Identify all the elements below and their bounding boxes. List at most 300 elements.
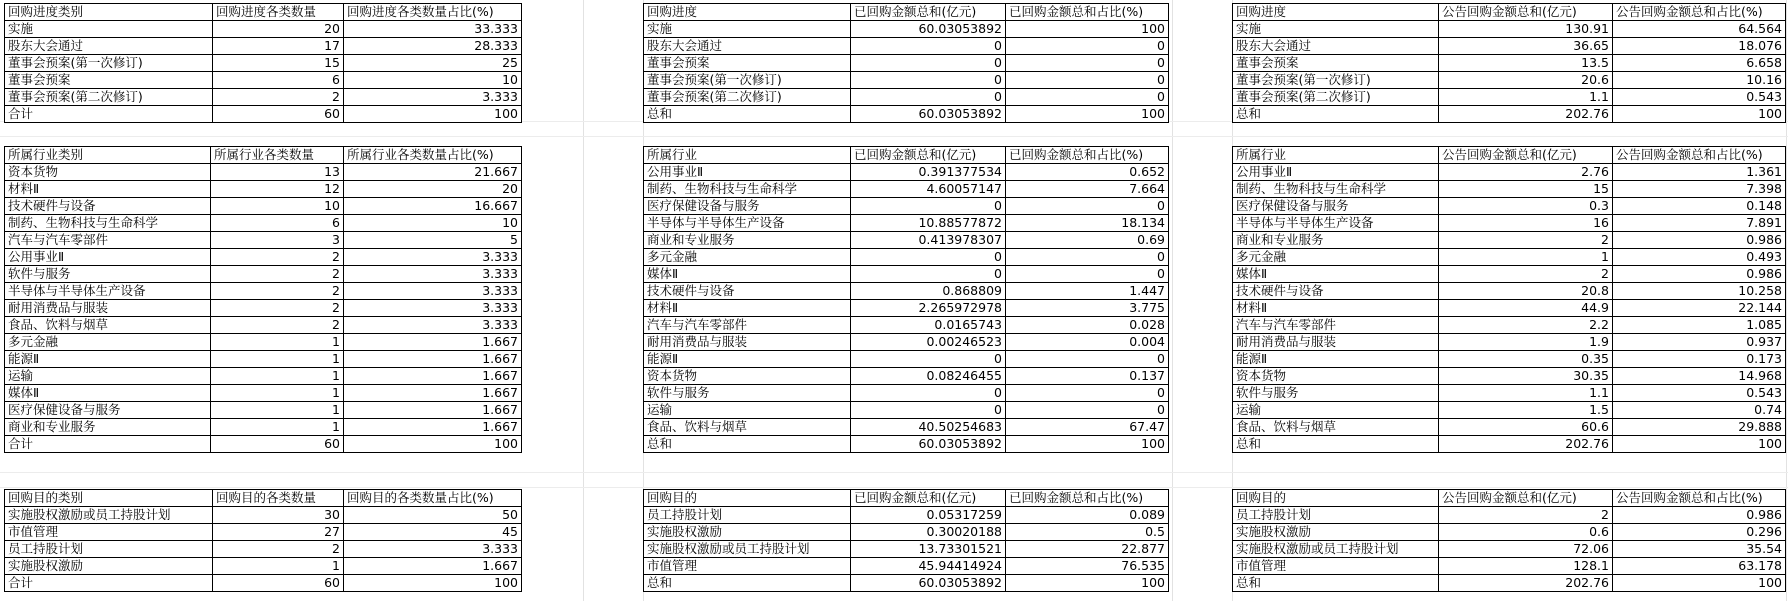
- value-cell[interactable]: 3.333: [344, 317, 522, 334]
- value-cell[interactable]: 4.60057147: [851, 181, 1006, 198]
- value-cell[interactable]: 0.0165743: [851, 317, 1006, 334]
- value-cell[interactable]: 3.333: [344, 300, 522, 317]
- value-cell[interactable]: 0.493: [1613, 249, 1786, 266]
- value-cell[interactable]: 0: [1006, 198, 1169, 215]
- row-label-cell[interactable]: 公用事业Ⅱ: [1233, 164, 1439, 181]
- value-cell[interactable]: 2: [1439, 507, 1613, 524]
- column-header[interactable]: 回购进度各类数量: [213, 4, 344, 21]
- value-cell[interactable]: 5: [344, 232, 522, 249]
- value-cell[interactable]: 0: [851, 198, 1006, 215]
- table-row: [1233, 334, 1786, 351]
- row-label-cell[interactable]: 运输: [644, 402, 851, 419]
- value-cell[interactable]: 2: [211, 317, 344, 334]
- column-header[interactable]: 公告回购金额总和占比(%): [1613, 490, 1786, 507]
- column-header[interactable]: 回购目的各类数量占比(%): [344, 490, 522, 507]
- row-label-cell[interactable]: 实施: [5, 21, 213, 38]
- row-label-cell[interactable]: 商业和专业服务: [644, 232, 851, 249]
- column-header[interactable]: 已回购金额总和(亿元): [851, 147, 1006, 164]
- row-label-cell[interactable]: 股东大会通过: [1233, 38, 1439, 55]
- row-label-cell[interactable]: 医疗保健设备与服务: [5, 402, 211, 419]
- row-label-cell[interactable]: 员工持股计划: [5, 541, 213, 558]
- table-row: [1233, 249, 1786, 266]
- value-cell[interactable]: 2: [213, 89, 344, 106]
- value-cell[interactable]: 100: [1006, 436, 1169, 453]
- row-label-cell[interactable]: 董事会预案: [644, 55, 851, 72]
- table-row: [1233, 436, 1786, 453]
- value-cell[interactable]: 0.00246523: [851, 334, 1006, 351]
- row-label-cell[interactable]: 实施股权激励或员工持股计划: [644, 541, 851, 558]
- value-cell[interactable]: 2: [1439, 232, 1613, 249]
- value-cell[interactable]: 0: [1006, 89, 1169, 106]
- row-label-cell[interactable]: 多元金融: [1233, 249, 1439, 266]
- value-cell[interactable]: 100: [1613, 436, 1786, 453]
- value-cell[interactable]: 60.03053892: [851, 575, 1006, 592]
- row-label-cell[interactable]: 总和: [644, 106, 851, 123]
- value-cell[interactable]: 0.986: [1613, 266, 1786, 283]
- column-header[interactable]: 所属行业各类数量占比(%): [344, 147, 522, 164]
- value-cell[interactable]: 67.47: [1006, 419, 1169, 436]
- value-cell[interactable]: 0.35: [1439, 351, 1613, 368]
- row-label-cell[interactable]: 多元金融: [644, 249, 851, 266]
- column-header[interactable]: 公告回购金额总和(亿元): [1439, 490, 1613, 507]
- column-header[interactable]: 已回购金额总和(亿元): [851, 4, 1006, 21]
- value-cell[interactable]: 10.16: [1613, 72, 1786, 89]
- value-cell[interactable]: 60.6: [1439, 419, 1613, 436]
- value-cell[interactable]: 72.06: [1439, 541, 1613, 558]
- row-label-cell[interactable]: 总和: [644, 436, 851, 453]
- row-label-cell[interactable]: 医疗保健设备与服务: [1233, 198, 1439, 215]
- value-cell[interactable]: 12: [211, 181, 344, 198]
- table-row: [644, 106, 1169, 123]
- row-label-cell[interactable]: 半导体与半导体生产设备: [5, 283, 211, 300]
- value-cell[interactable]: 6: [211, 215, 344, 232]
- value-cell[interactable]: 0.868809: [851, 283, 1006, 300]
- value-cell[interactable]: 0.089: [1006, 507, 1169, 524]
- value-cell[interactable]: 25: [344, 55, 522, 72]
- column-header[interactable]: 所属行业各类数量: [211, 147, 344, 164]
- row-label-cell[interactable]: 汽车与汽车零部件: [5, 232, 211, 249]
- row-label-cell[interactable]: 技术硬件与设备: [5, 198, 211, 215]
- column-header[interactable]: 回购进度类别: [5, 4, 213, 21]
- value-cell[interactable]: 128.1: [1439, 558, 1613, 575]
- row-label-cell[interactable]: 半导体与半导体生产设备: [1233, 215, 1439, 232]
- row-label-cell[interactable]: 实施股权激励: [1233, 524, 1439, 541]
- value-cell[interactable]: 7.891: [1613, 215, 1786, 232]
- row-label-cell[interactable]: 公用事业Ⅱ: [644, 164, 851, 181]
- value-cell[interactable]: 28.333: [344, 38, 522, 55]
- value-cell[interactable]: 2: [1439, 266, 1613, 283]
- column-header[interactable]: 公告回购金额总和(亿元): [1439, 4, 1613, 21]
- row-label-cell[interactable]: 总和: [644, 575, 851, 592]
- table-row: [644, 249, 1169, 266]
- row-label-cell[interactable]: 制药、生物科技与生命科学: [1233, 181, 1439, 198]
- value-cell[interactable]: 1: [211, 419, 344, 436]
- value-cell[interactable]: 0: [851, 72, 1006, 89]
- value-cell[interactable]: 21.667: [344, 164, 522, 181]
- row-label-cell[interactable]: 能源Ⅱ: [1233, 351, 1439, 368]
- value-cell[interactable]: 1.085: [1613, 317, 1786, 334]
- row-label-cell[interactable]: 实施股权激励: [5, 558, 213, 575]
- value-cell[interactable]: 0.028: [1006, 317, 1169, 334]
- row-label-cell[interactable]: 多元金融: [5, 334, 211, 351]
- value-cell[interactable]: 76.535: [1006, 558, 1169, 575]
- value-cell[interactable]: 1.667: [344, 558, 522, 575]
- row-label-cell[interactable]: 媒体Ⅱ: [1233, 266, 1439, 283]
- value-cell[interactable]: 30: [213, 507, 344, 524]
- value-cell[interactable]: 2: [211, 300, 344, 317]
- value-cell[interactable]: 18.076: [1613, 38, 1786, 55]
- value-cell[interactable]: 202.76: [1439, 106, 1613, 123]
- value-cell[interactable]: 60.03053892: [851, 106, 1006, 123]
- table-row: [644, 55, 1169, 72]
- value-cell[interactable]: 15: [213, 55, 344, 72]
- value-cell[interactable]: 0.08246455: [851, 368, 1006, 385]
- value-cell[interactable]: 17: [213, 38, 344, 55]
- row-label-cell[interactable]: 运输: [1233, 402, 1439, 419]
- table-row: [644, 266, 1169, 283]
- value-cell[interactable]: 3.775: [1006, 300, 1169, 317]
- value-cell[interactable]: 13: [211, 164, 344, 181]
- row-label-cell[interactable]: 耐用消费品与服装: [644, 334, 851, 351]
- value-cell[interactable]: 3.333: [344, 249, 522, 266]
- value-cell[interactable]: 0.937: [1613, 334, 1786, 351]
- value-cell[interactable]: 63.178: [1613, 558, 1786, 575]
- table-row: [1233, 575, 1786, 592]
- value-cell[interactable]: 1: [211, 334, 344, 351]
- row-label-cell[interactable]: 股东大会通过: [5, 38, 213, 55]
- value-cell[interactable]: 7.664: [1006, 181, 1169, 198]
- row-label-cell[interactable]: 员工持股计划: [644, 507, 851, 524]
- value-cell[interactable]: 0: [1006, 38, 1169, 55]
- value-cell[interactable]: 1: [211, 402, 344, 419]
- row-label-cell[interactable]: 耐用消费品与服装: [5, 300, 211, 317]
- value-cell[interactable]: 60.03053892: [851, 21, 1006, 38]
- row-label-cell[interactable]: 汽车与汽车零部件: [644, 317, 851, 334]
- row-label-cell[interactable]: 合计: [5, 106, 213, 123]
- value-cell[interactable]: 1: [211, 368, 344, 385]
- value-cell[interactable]: 16: [1439, 215, 1613, 232]
- value-cell[interactable]: 33.333: [344, 21, 522, 38]
- value-cell[interactable]: 0.69: [1006, 232, 1169, 249]
- table-row: [5, 215, 522, 232]
- value-cell[interactable]: 13.5: [1439, 55, 1613, 72]
- value-cell[interactable]: 0: [851, 89, 1006, 106]
- row-label-cell[interactable]: 半导体与半导体生产设备: [644, 215, 851, 232]
- column-header[interactable]: 回购进度各类数量占比(%): [344, 4, 522, 21]
- table-row: [5, 334, 522, 351]
- value-cell[interactable]: 2: [211, 283, 344, 300]
- value-cell[interactable]: 45.94414924: [851, 558, 1006, 575]
- value-cell[interactable]: 100: [344, 575, 522, 592]
- row-label-cell[interactable]: 市值管理: [644, 558, 851, 575]
- value-cell[interactable]: 14.968: [1613, 368, 1786, 385]
- value-cell[interactable]: 1.5: [1439, 402, 1613, 419]
- value-cell[interactable]: 20.8: [1439, 283, 1613, 300]
- value-cell[interactable]: 36.65: [1439, 38, 1613, 55]
- value-cell[interactable]: 1.667: [344, 419, 522, 436]
- value-cell[interactable]: 3.333: [344, 283, 522, 300]
- value-cell[interactable]: 3.333: [344, 266, 522, 283]
- value-cell[interactable]: 6.658: [1613, 55, 1786, 72]
- value-cell[interactable]: 1: [211, 351, 344, 368]
- value-cell[interactable]: 0.986: [1613, 232, 1786, 249]
- row-label-cell[interactable]: 食品、饮料与烟草: [1233, 419, 1439, 436]
- row-label-cell[interactable]: 媒体Ⅱ: [5, 385, 211, 402]
- value-cell[interactable]: 130.91: [1439, 21, 1613, 38]
- value-cell[interactable]: 0: [851, 249, 1006, 266]
- value-cell[interactable]: 1.361: [1613, 164, 1786, 181]
- row-label-cell[interactable]: 软件与服务: [5, 266, 211, 283]
- row-label-cell[interactable]: 软件与服务: [644, 385, 851, 402]
- row-label-cell[interactable]: 食品、饮料与烟草: [5, 317, 211, 334]
- value-cell[interactable]: 1.667: [344, 334, 522, 351]
- value-cell[interactable]: 27: [213, 524, 344, 541]
- value-cell[interactable]: 10: [344, 72, 522, 89]
- value-cell[interactable]: 0.6: [1439, 524, 1613, 541]
- value-cell[interactable]: 2: [213, 541, 344, 558]
- value-cell[interactable]: 18.134: [1006, 215, 1169, 232]
- row-label-cell[interactable]: 制药、生物科技与生命科学: [5, 215, 211, 232]
- column-header[interactable]: 所属行业: [1233, 147, 1439, 164]
- value-cell[interactable]: 100: [1006, 106, 1169, 123]
- row-label-cell[interactable]: 总和: [1233, 575, 1439, 592]
- value-cell[interactable]: 0.30020188: [851, 524, 1006, 541]
- value-cell[interactable]: 2.76: [1439, 164, 1613, 181]
- row-label-cell[interactable]: 股东大会通过: [644, 38, 851, 55]
- value-cell[interactable]: 3.333: [344, 541, 522, 558]
- row-label-cell[interactable]: 实施股权激励或员工持股计划: [1233, 541, 1439, 558]
- value-cell[interactable]: 1.9: [1439, 334, 1613, 351]
- value-cell[interactable]: 0: [851, 385, 1006, 402]
- value-cell[interactable]: 60.03053892: [851, 436, 1006, 453]
- column-header[interactable]: 回购目的类别: [5, 490, 213, 507]
- value-cell[interactable]: 30.35: [1439, 368, 1613, 385]
- row-label-cell[interactable]: 董事会预案(第二次修订): [5, 89, 213, 106]
- value-cell[interactable]: 10.88577872: [851, 215, 1006, 232]
- value-cell[interactable]: 1.667: [344, 402, 522, 419]
- value-cell[interactable]: 60: [211, 436, 344, 453]
- row-label-cell[interactable]: 总和: [1233, 106, 1439, 123]
- value-cell[interactable]: 60: [213, 575, 344, 592]
- value-cell[interactable]: 0.148: [1613, 198, 1786, 215]
- value-cell[interactable]: 0.391377534: [851, 164, 1006, 181]
- row-label-cell[interactable]: 能源Ⅱ: [5, 351, 211, 368]
- row-label-cell[interactable]: 实施股权激励: [644, 524, 851, 541]
- value-cell[interactable]: 0.543: [1613, 89, 1786, 106]
- value-cell[interactable]: 13.73301521: [851, 541, 1006, 558]
- value-cell[interactable]: 1.667: [344, 368, 522, 385]
- value-cell[interactable]: 0: [851, 402, 1006, 419]
- column-header[interactable]: 已回购金额总和占比(%): [1006, 147, 1169, 164]
- row-label-cell[interactable]: 董事会预案: [1233, 55, 1439, 72]
- row-label-cell[interactable]: 运输: [5, 368, 211, 385]
- column-header[interactable]: 回购目的各类数量: [213, 490, 344, 507]
- column-header[interactable]: 公告回购金额总和占比(%): [1613, 147, 1786, 164]
- column-header[interactable]: 已回购金额总和占比(%): [1006, 4, 1169, 21]
- value-cell[interactable]: 0: [851, 266, 1006, 283]
- value-cell[interactable]: 0: [851, 38, 1006, 55]
- row-label-cell[interactable]: 市值管理: [1233, 558, 1439, 575]
- value-cell[interactable]: 0: [1006, 266, 1169, 283]
- row-label-cell[interactable]: 董事会预案(第一次修订): [644, 72, 851, 89]
- value-cell[interactable]: 44.9: [1439, 300, 1613, 317]
- value-cell[interactable]: 29.888: [1613, 419, 1786, 436]
- value-cell[interactable]: 10: [211, 198, 344, 215]
- row-label-cell[interactable]: 食品、饮料与烟草: [644, 419, 851, 436]
- column-header[interactable]: 回购目的: [644, 490, 851, 507]
- row-label-cell[interactable]: 技术硬件与设备: [1233, 283, 1439, 300]
- row-label-cell[interactable]: 总和: [1233, 436, 1439, 453]
- value-cell[interactable]: 0: [1006, 351, 1169, 368]
- value-cell[interactable]: 0.3: [1439, 198, 1613, 215]
- value-cell[interactable]: 0.173: [1613, 351, 1786, 368]
- table-row: [5, 368, 522, 385]
- column-header[interactable]: 已回购金额总和(亿元): [851, 490, 1006, 507]
- row-label-cell[interactable]: 医疗保健设备与服务: [644, 198, 851, 215]
- value-cell[interactable]: 0: [1006, 402, 1169, 419]
- column-header[interactable]: 所属行业: [644, 147, 851, 164]
- row-label-cell[interactable]: 材料Ⅱ: [644, 300, 851, 317]
- value-cell[interactable]: 2.2: [1439, 317, 1613, 334]
- column-header[interactable]: 所属行业类别: [5, 147, 211, 164]
- row-label-cell[interactable]: 材料Ⅱ: [5, 181, 211, 198]
- value-cell[interactable]: 60: [213, 106, 344, 123]
- table-row: [644, 21, 1169, 38]
- value-cell[interactable]: 10.258: [1613, 283, 1786, 300]
- row-label-cell[interactable]: 实施股权激励或员工持股计划: [5, 507, 213, 524]
- value-cell[interactable]: 15: [1439, 181, 1613, 198]
- table-row: [5, 198, 522, 215]
- row-label-cell[interactable]: 软件与服务: [1233, 385, 1439, 402]
- table-row: [5, 232, 522, 249]
- value-cell[interactable]: 0: [1006, 249, 1169, 266]
- row-label-cell[interactable]: 董事会预案(第一次修订): [1233, 72, 1439, 89]
- value-cell[interactable]: 64.564: [1613, 21, 1786, 38]
- table-row: [1233, 89, 1786, 106]
- value-cell[interactable]: 20: [213, 21, 344, 38]
- table-row: [1233, 38, 1786, 55]
- value-cell[interactable]: 1: [1439, 249, 1613, 266]
- value-cell[interactable]: 2.265972978: [851, 300, 1006, 317]
- row-label-cell[interactable]: 董事会预案(第一次修订): [5, 55, 213, 72]
- value-cell[interactable]: 0: [851, 55, 1006, 72]
- table-header-row: [644, 490, 1169, 507]
- row-label-cell[interactable]: 媒体Ⅱ: [644, 266, 851, 283]
- value-cell[interactable]: 7.398: [1613, 181, 1786, 198]
- value-cell[interactable]: 0.296: [1613, 524, 1786, 541]
- value-cell[interactable]: 2: [211, 266, 344, 283]
- value-cell[interactable]: 35.54: [1613, 541, 1786, 558]
- row-label-cell[interactable]: 耐用消费品与服装: [1233, 334, 1439, 351]
- value-cell[interactable]: 1.1: [1439, 385, 1613, 402]
- value-cell[interactable]: 22.877: [1006, 541, 1169, 558]
- column-header[interactable]: 回购进度: [1233, 4, 1439, 21]
- value-cell[interactable]: 0.543: [1613, 385, 1786, 402]
- row-label-cell[interactable]: 公用事业Ⅱ: [5, 249, 211, 266]
- value-cell[interactable]: 1.667: [344, 385, 522, 402]
- value-cell[interactable]: 100: [344, 106, 522, 123]
- value-cell[interactable]: 0.004: [1006, 334, 1169, 351]
- value-cell[interactable]: 1.667: [344, 351, 522, 368]
- value-cell[interactable]: 16.667: [344, 198, 522, 215]
- row-label-cell[interactable]: 合计: [5, 436, 211, 453]
- value-cell[interactable]: 0: [851, 351, 1006, 368]
- row-label-cell[interactable]: 实施: [1233, 21, 1439, 38]
- value-cell[interactable]: 50: [344, 507, 522, 524]
- column-header[interactable]: 回购进度: [644, 4, 851, 21]
- value-cell[interactable]: 40.50254683: [851, 419, 1006, 436]
- value-cell[interactable]: 1: [213, 558, 344, 575]
- row-label-cell[interactable]: 资本货物: [5, 164, 211, 181]
- value-cell[interactable]: 0.74: [1613, 402, 1786, 419]
- value-cell[interactable]: 0: [1006, 72, 1169, 89]
- value-cell[interactable]: 100: [1613, 106, 1786, 123]
- value-cell[interactable]: 0: [1006, 55, 1169, 72]
- value-cell[interactable]: 0.05317259: [851, 507, 1006, 524]
- table-row: [1233, 232, 1786, 249]
- column-header[interactable]: 已回购金额总和占比(%): [1006, 490, 1169, 507]
- value-cell[interactable]: 0.652: [1006, 164, 1169, 181]
- value-cell[interactable]: 0.986: [1613, 507, 1786, 524]
- value-cell[interactable]: 0.413978307: [851, 232, 1006, 249]
- column-header[interactable]: 公告回购金额总和(亿元): [1439, 147, 1613, 164]
- value-cell[interactable]: 1: [211, 385, 344, 402]
- value-cell[interactable]: 10: [344, 215, 522, 232]
- row-label-cell[interactable]: 能源Ⅱ: [644, 351, 851, 368]
- row-label-cell[interactable]: 董事会预案(第二次修订): [644, 89, 851, 106]
- value-cell[interactable]: 2: [211, 249, 344, 266]
- row-label-cell[interactable]: 董事会预案: [5, 72, 213, 89]
- value-cell[interactable]: 3.333: [344, 89, 522, 106]
- table-row: [5, 249, 522, 266]
- row-label-cell[interactable]: 商业和专业服务: [5, 419, 211, 436]
- value-cell[interactable]: 202.76: [1439, 575, 1613, 592]
- row-label-cell[interactable]: 董事会预案(第二次修订): [1233, 89, 1439, 106]
- value-cell[interactable]: 3: [211, 232, 344, 249]
- table-row: [1233, 55, 1786, 72]
- row-label-cell[interactable]: 制药、生物科技与生命科学: [644, 181, 851, 198]
- row-label-cell[interactable]: 市值管理: [5, 524, 213, 541]
- value-cell[interactable]: 0: [1006, 385, 1169, 402]
- value-cell[interactable]: 20: [344, 181, 522, 198]
- row-label-cell[interactable]: 技术硬件与设备: [644, 283, 851, 300]
- row-label-cell[interactable]: 员工持股计划: [1233, 507, 1439, 524]
- row-label-cell[interactable]: 实施: [644, 21, 851, 38]
- value-cell[interactable]: 202.76: [1439, 436, 1613, 453]
- value-cell[interactable]: 6: [213, 72, 344, 89]
- value-cell[interactable]: 100: [1006, 21, 1169, 38]
- row-label-cell[interactable]: 材料Ⅱ: [1233, 300, 1439, 317]
- value-cell[interactable]: 1.447: [1006, 283, 1169, 300]
- column-header[interactable]: 回购目的: [1233, 490, 1439, 507]
- value-cell[interactable]: 0.137: [1006, 368, 1169, 385]
- row-label-cell[interactable]: 汽车与汽车零部件: [1233, 317, 1439, 334]
- value-cell[interactable]: 100: [344, 436, 522, 453]
- row-label-cell[interactable]: 合计: [5, 575, 213, 592]
- row-label-cell[interactable]: 资本货物: [1233, 368, 1439, 385]
- column-header[interactable]: 公告回购金额总和占比(%): [1613, 4, 1786, 21]
- value-cell[interactable]: 100: [1006, 575, 1169, 592]
- value-cell[interactable]: 1.1: [1439, 89, 1613, 106]
- table-row: [644, 558, 1169, 575]
- value-cell[interactable]: 100: [1613, 575, 1786, 592]
- value-cell[interactable]: 45: [344, 524, 522, 541]
- value-cell[interactable]: 20.6: [1439, 72, 1613, 89]
- row-label-cell[interactable]: 资本货物: [644, 368, 851, 385]
- value-cell[interactable]: 0.5: [1006, 524, 1169, 541]
- value-cell[interactable]: 22.144: [1613, 300, 1786, 317]
- row-label-cell[interactable]: 商业和专业服务: [1233, 232, 1439, 249]
